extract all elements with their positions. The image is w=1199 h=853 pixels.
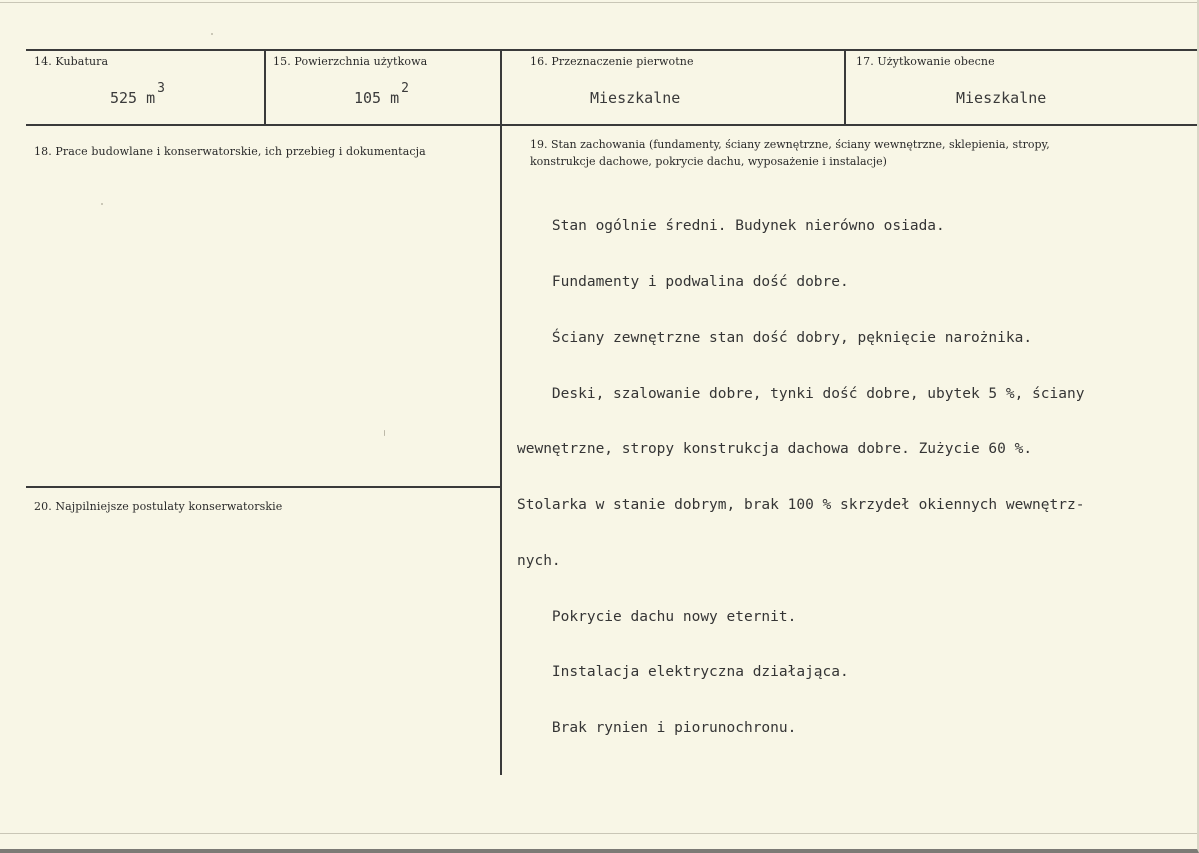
typed-line: Ściany zewnętrzne stan dość dobry, pęknięcie narożnika. [517, 329, 1033, 346]
field-20-label: 20. Najpilniejsze postulaty konserwatorskie [34, 500, 283, 513]
field-15-exponent: 2 [401, 81, 409, 96]
field-15-label: 15. Powierzchnia użytkowa [273, 55, 428, 68]
field-19-label-line1: 19. Stan zachowania (fundamenty, ściany zewnętrzne, ściany wewnętrzne, sklepienia, stropy, [530, 138, 1050, 151]
field-16-value: Mieszkalne [590, 89, 681, 107]
divider-16-17 [844, 49, 846, 124]
typed-line: wewnętrzne, stropy konstrukcja dachowa dobre. Zużycie 60 %. [517, 441, 1033, 458]
typed-line: Instalacja elektryczna działająca. [517, 664, 849, 681]
field-17-value: Mieszkalne [956, 89, 1047, 107]
top-rule [26, 49, 1197, 51]
field-19-typed-text [517, 180, 1187, 775]
field-14-value [110, 81, 165, 107]
paper-speck [211, 33, 213, 35]
top-faint-line [0, 2, 1197, 3]
divider-14-15 [264, 49, 266, 124]
typed-line: Fundamenty i podwalina dość dobre. [517, 273, 849, 290]
paper-speck [101, 203, 103, 205]
paper-speck [384, 430, 385, 436]
typed-line: Deski, szalowanie dobre, tynki dość dobre, ubytek 5 %, ściany [517, 385, 1085, 402]
field-14-exponent: 3 [157, 81, 165, 96]
field-19-label [530, 136, 1110, 170]
bottom-faint-line [0, 833, 1197, 834]
typed-line: Stan ogólnie średni. Budynek nierówno osiada. [517, 218, 945, 235]
field-14-value-text: 525 m [110, 89, 156, 107]
typed-line: Stolarka w stanie dobrym, brak 100 % skrzydeł okiennych wewnętrz- [517, 497, 1085, 514]
typed-line: Brak rynien i piorunochronu. [517, 720, 797, 737]
field-19-label-line2: konstrukcje dachowe, pokrycie dachu, wyposażenie i instalacje) [530, 155, 887, 168]
field-18-label: 18. Prace budowlane i konserwatorskie, ich przebieg i dokumentacja [34, 145, 426, 158]
field-14-label: 14. Kubatura [34, 55, 109, 68]
field-17-label: 17. Użytkowanie obecne [856, 55, 995, 68]
divider-15-16 [500, 49, 502, 775]
typed-line: nych. [517, 552, 561, 569]
typed-line: Pokrycie dachu nowy eternit. [517, 608, 797, 625]
middle-rule [26, 124, 1197, 126]
field-15-value-text: 105 m [354, 89, 400, 107]
field20-rule [26, 486, 502, 488]
field-15-value [354, 81, 409, 107]
field-16-label: 16. Przeznaczenie pierwotne [530, 55, 694, 68]
